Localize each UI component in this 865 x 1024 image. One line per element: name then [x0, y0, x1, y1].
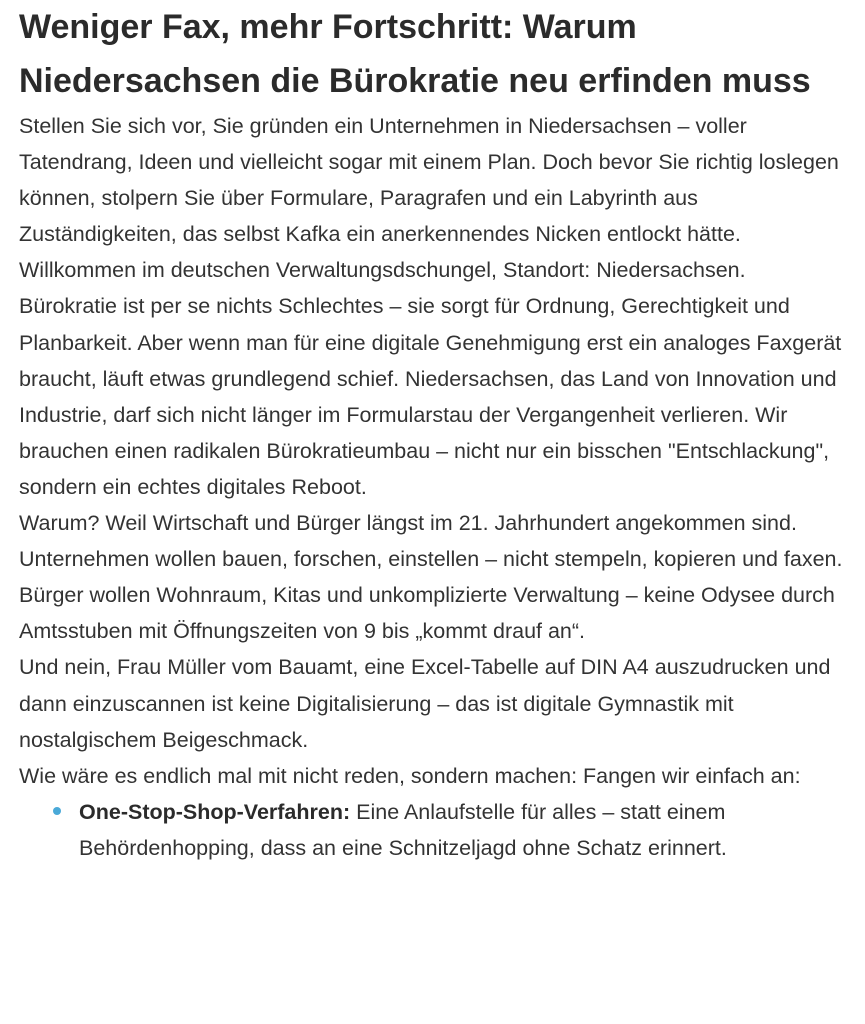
paragraph-intro: Stellen Sie sich vor, Sie gründen ein Unternehmen in Niedersachsen – voller Tatendrang, Ideen und vielleicht sogar mit einem Plan. Doch bevor Sie richtig loslegen können, stolpern Sie über Formulare, Paragrafen und ein Labyrinth aus Zuständigkeiten, das selbst Kafka ein anerkennendes Nicken entlockt hätte. Willkommen im deutschen Verwaltungsdschungel, Standort: Niedersachsen. [19, 114, 839, 283]
bullet-term: One-Stop-Shop-Verfahren: [79, 799, 351, 824]
paragraph-call-to-action: Wie wäre es endlich mal mit nicht reden, sondern machen: Fangen wir einfach an: [19, 763, 801, 788]
paragraph-why: Warum? Weil Wirtschaft und Bürger längst im 21. Jahrhundert angekommen sind. Unternehmen wollen bauen, forschen, einstellen – nicht stempeln, kopieren und faxen. Bürger wollen Wohnraum, Kitas und unkomplizierte Verwaltung – keine Odysee durch Amtsstuben mit Öffnungszeiten von 9 bis „kommt drauf an“. [19, 511, 843, 644]
paragraph-bureaucracy: Bürokratie ist per se nichts Schlechtes – sie sorgt für Ordnung, Gerechtigkeit und Planbarkeit. Aber wenn man für eine digitale Genehmigung erst ein analoges Faxgerät braucht, läuft etwas grundlegend schief. Niedersachsen, das Land von Innovation und Industrie, darf sich nicht länger im Formularstau der Vergangenheit verlieren. Wir brauchen einen radikalen Bürokratieumbau – nicht nur ein bisschen "Entschlackung", sondern ein echtes digitales Reboot. [19, 294, 842, 499]
list-item [51, 794, 847, 866]
article-title: Weniger Fax, mehr Fortschritt: Warum Niedersachsen die Bürokratie neu erfinden muss [19, 8, 811, 100]
bullet-dot-icon [53, 807, 61, 815]
bullet-text: Eine Anlaufstelle für alles – statt einem Behördenhopping, dass an eine Schnitzeljagd ohne Schatz erinnert. [79, 799, 727, 860]
bullet-list [19, 794, 847, 866]
paragraph-excel: Und nein, Frau Müller vom Bauamt, eine Excel-Tabelle auf DIN A4 auszudrucken und dann einzuscannen ist keine Digitalisierung – das ist digitale Gymnastik mit nostalgischem Beigeschmack. [19, 655, 831, 752]
